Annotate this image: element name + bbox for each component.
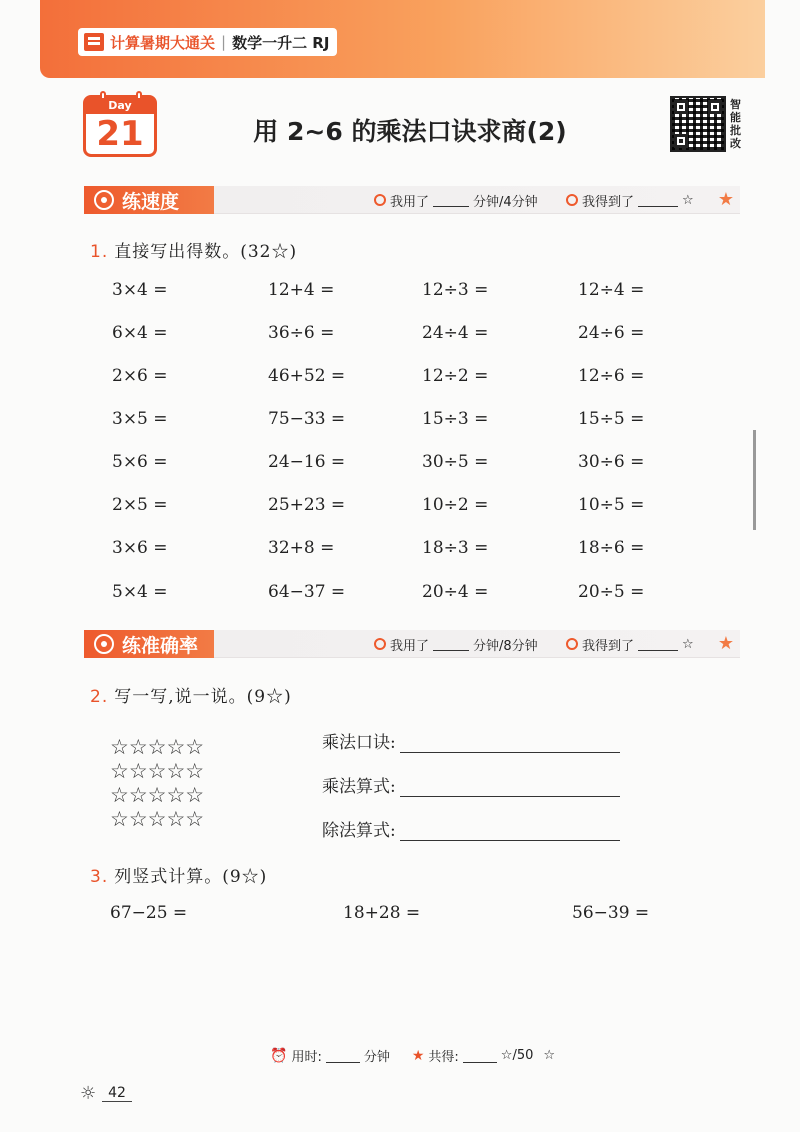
vertical-calc-item: 56−39 = xyxy=(572,903,650,923)
time-used-label: 我用了 xyxy=(390,194,430,210)
page-edge-shadow xyxy=(753,430,756,530)
sun-swirl-icon: ☼ xyxy=(80,1083,97,1104)
section-accuracy-bar xyxy=(84,630,740,658)
calc-item: 12+4 = xyxy=(268,280,335,300)
calc-item: 12÷2 = xyxy=(422,366,489,386)
total-score-label: 共得: xyxy=(428,1050,459,1065)
calc-row xyxy=(112,323,672,351)
series-separator: | xyxy=(221,33,227,51)
vertical-calc-item: 67−25 = xyxy=(110,903,188,923)
total-time-label: 用时: xyxy=(291,1050,322,1065)
calc-item: 20÷4 = xyxy=(422,582,489,602)
calc-item: 10÷5 = xyxy=(578,495,645,515)
calc-item: 24÷4 = xyxy=(422,323,489,343)
calc-item: 15÷3 = xyxy=(422,409,489,429)
question-1-text: 直接写出得数。(32☆) xyxy=(114,242,298,262)
calc-item: 18÷6 = xyxy=(578,538,645,558)
question-3-number: 3. xyxy=(90,867,109,887)
section-speed-time xyxy=(374,186,538,214)
calc-item: 5×6 = xyxy=(112,452,168,472)
calc-item: 64−37 = xyxy=(268,582,346,602)
calc-item: 24−16 = xyxy=(268,452,346,472)
calc-row xyxy=(112,452,672,480)
star-row: ☆☆☆☆☆ xyxy=(110,759,205,783)
calc-row xyxy=(112,280,672,308)
calc-item: 12÷4 = xyxy=(578,280,645,300)
multiplication-rhyme-label: 乘法口诀: xyxy=(322,733,396,753)
question-3 xyxy=(90,862,267,887)
calc-item: 18÷3 = xyxy=(422,538,489,558)
check-circle-icon xyxy=(566,194,578,206)
stopwatch-icon xyxy=(94,190,114,210)
section-accuracy-time xyxy=(374,630,538,658)
question-2-number: 2. xyxy=(90,687,109,707)
star-decoration-icon: ★ xyxy=(717,633,734,654)
calc-item: 15÷5 = xyxy=(578,409,645,429)
question-2-text: 写一写,说一说。(9☆) xyxy=(114,687,292,707)
calc-item: 3×5 = xyxy=(112,409,168,429)
section-accuracy-head xyxy=(84,630,214,658)
calc-item: 25+23 = xyxy=(268,495,346,515)
calc-item: 2×6 = xyxy=(112,366,168,386)
star-icon: ★ xyxy=(411,1047,425,1064)
calc-item: 46+52 = xyxy=(268,366,346,386)
star-decoration-icon: ★ xyxy=(717,189,734,210)
star-row: ☆☆☆☆☆ xyxy=(110,735,205,759)
clock-icon: ⏰ xyxy=(270,1047,288,1064)
book-icon xyxy=(84,33,104,51)
calc-row xyxy=(112,538,672,566)
multiplication-equation-line[interactable] xyxy=(322,772,620,797)
multiplication-rhyme-line[interactable] xyxy=(322,728,620,753)
score-got-blank[interactable] xyxy=(638,193,678,207)
answer-line[interactable] xyxy=(400,779,620,797)
qr-code xyxy=(670,96,726,152)
time-used-unit: 分钟/8分钟 xyxy=(473,638,538,654)
target-icon xyxy=(94,634,114,654)
calc-item: 30÷6 = xyxy=(578,452,645,472)
calc-item: 12÷3 = xyxy=(422,280,489,300)
calc-item: 3×6 = xyxy=(112,538,168,558)
calc-item: 5×4 = xyxy=(112,582,168,602)
calc-item: 36÷6 = xyxy=(268,323,335,343)
score-got-unit: ☆ xyxy=(682,192,694,208)
day-label: Day xyxy=(86,98,154,114)
calc-item: 3×4 = xyxy=(112,280,168,300)
calc-item: 20÷5 = xyxy=(578,582,645,602)
calc-row xyxy=(112,495,672,523)
vertical-calc-item: 18+28 = xyxy=(343,903,421,923)
calc-item: 2×5 = xyxy=(112,495,168,515)
page-title: 用 2~6 的乘法口诀求商(2) xyxy=(253,117,567,146)
total-score-unit: ☆/50 xyxy=(500,1048,534,1063)
calc-item: 10÷2 = xyxy=(422,495,489,515)
stars-picture xyxy=(110,735,230,831)
calc-item: 6×4 = xyxy=(112,323,168,343)
qr-label: 智能批改 xyxy=(730,98,741,150)
fire-icon xyxy=(374,194,386,206)
calc-row xyxy=(112,366,672,394)
question-1 xyxy=(90,237,297,262)
total-time-blank[interactable] xyxy=(326,1049,360,1063)
section-speed-score xyxy=(566,186,694,214)
score-got-label: 我得到了 xyxy=(582,638,635,654)
time-used-unit: 分钟/4分钟 xyxy=(473,194,538,210)
series-subject: 数学一升二 RJ xyxy=(232,33,330,52)
time-used-blank[interactable] xyxy=(433,193,469,207)
qr-corner xyxy=(708,100,722,114)
section-speed-bar xyxy=(84,186,740,214)
calc-item: 24÷6 = xyxy=(578,323,645,343)
calc-item: 30÷5 = xyxy=(422,452,489,472)
division-equation-label: 除法算式: xyxy=(322,821,396,841)
score-got-label: 我得到了 xyxy=(582,194,635,210)
multiplication-equation-label: 乘法算式: xyxy=(322,777,396,797)
calc-row xyxy=(112,409,672,437)
section-speed-title: 练速度 xyxy=(122,190,180,213)
fire-icon xyxy=(374,638,386,650)
answer-line[interactable] xyxy=(400,735,620,753)
score-got-blank[interactable] xyxy=(638,637,678,651)
star-row: ☆☆☆☆☆ xyxy=(110,807,205,831)
time-used-label: 我用了 xyxy=(390,638,430,654)
question-3-text: 列竖式计算。(9☆) xyxy=(114,867,268,887)
qr-corner xyxy=(674,134,688,148)
total-score-star: ☆ xyxy=(543,1048,556,1063)
answer-line[interactable] xyxy=(400,823,620,841)
day-number: 21 xyxy=(96,114,144,154)
calc-item: 12÷6 = xyxy=(578,366,645,386)
series-name: 计算暑期大通关 xyxy=(110,33,216,52)
page-number: 42 xyxy=(102,1085,132,1102)
day-badge xyxy=(83,95,157,157)
star-row: ☆☆☆☆☆ xyxy=(110,783,205,807)
section-accuracy-score xyxy=(566,630,694,658)
total-score-blank[interactable] xyxy=(463,1049,497,1063)
time-used-blank[interactable] xyxy=(433,637,469,651)
division-equation-line[interactable] xyxy=(322,816,620,841)
total-time-unit: 分钟 xyxy=(363,1050,390,1065)
page-number-block xyxy=(80,1083,132,1104)
section-accuracy-title: 练准确率 xyxy=(122,634,199,657)
calc-item: 75−33 = xyxy=(268,409,346,429)
series-tag xyxy=(78,28,337,56)
calc-item: 32+8 = xyxy=(268,538,335,558)
question-1-number: 1. xyxy=(90,242,109,262)
check-circle-icon xyxy=(566,638,578,650)
qr-corner xyxy=(674,100,688,114)
footer-summary xyxy=(270,1046,555,1065)
calc-row xyxy=(112,582,672,610)
score-got-unit: ☆ xyxy=(682,636,694,652)
question-2 xyxy=(90,682,292,707)
section-speed-head xyxy=(84,186,214,214)
